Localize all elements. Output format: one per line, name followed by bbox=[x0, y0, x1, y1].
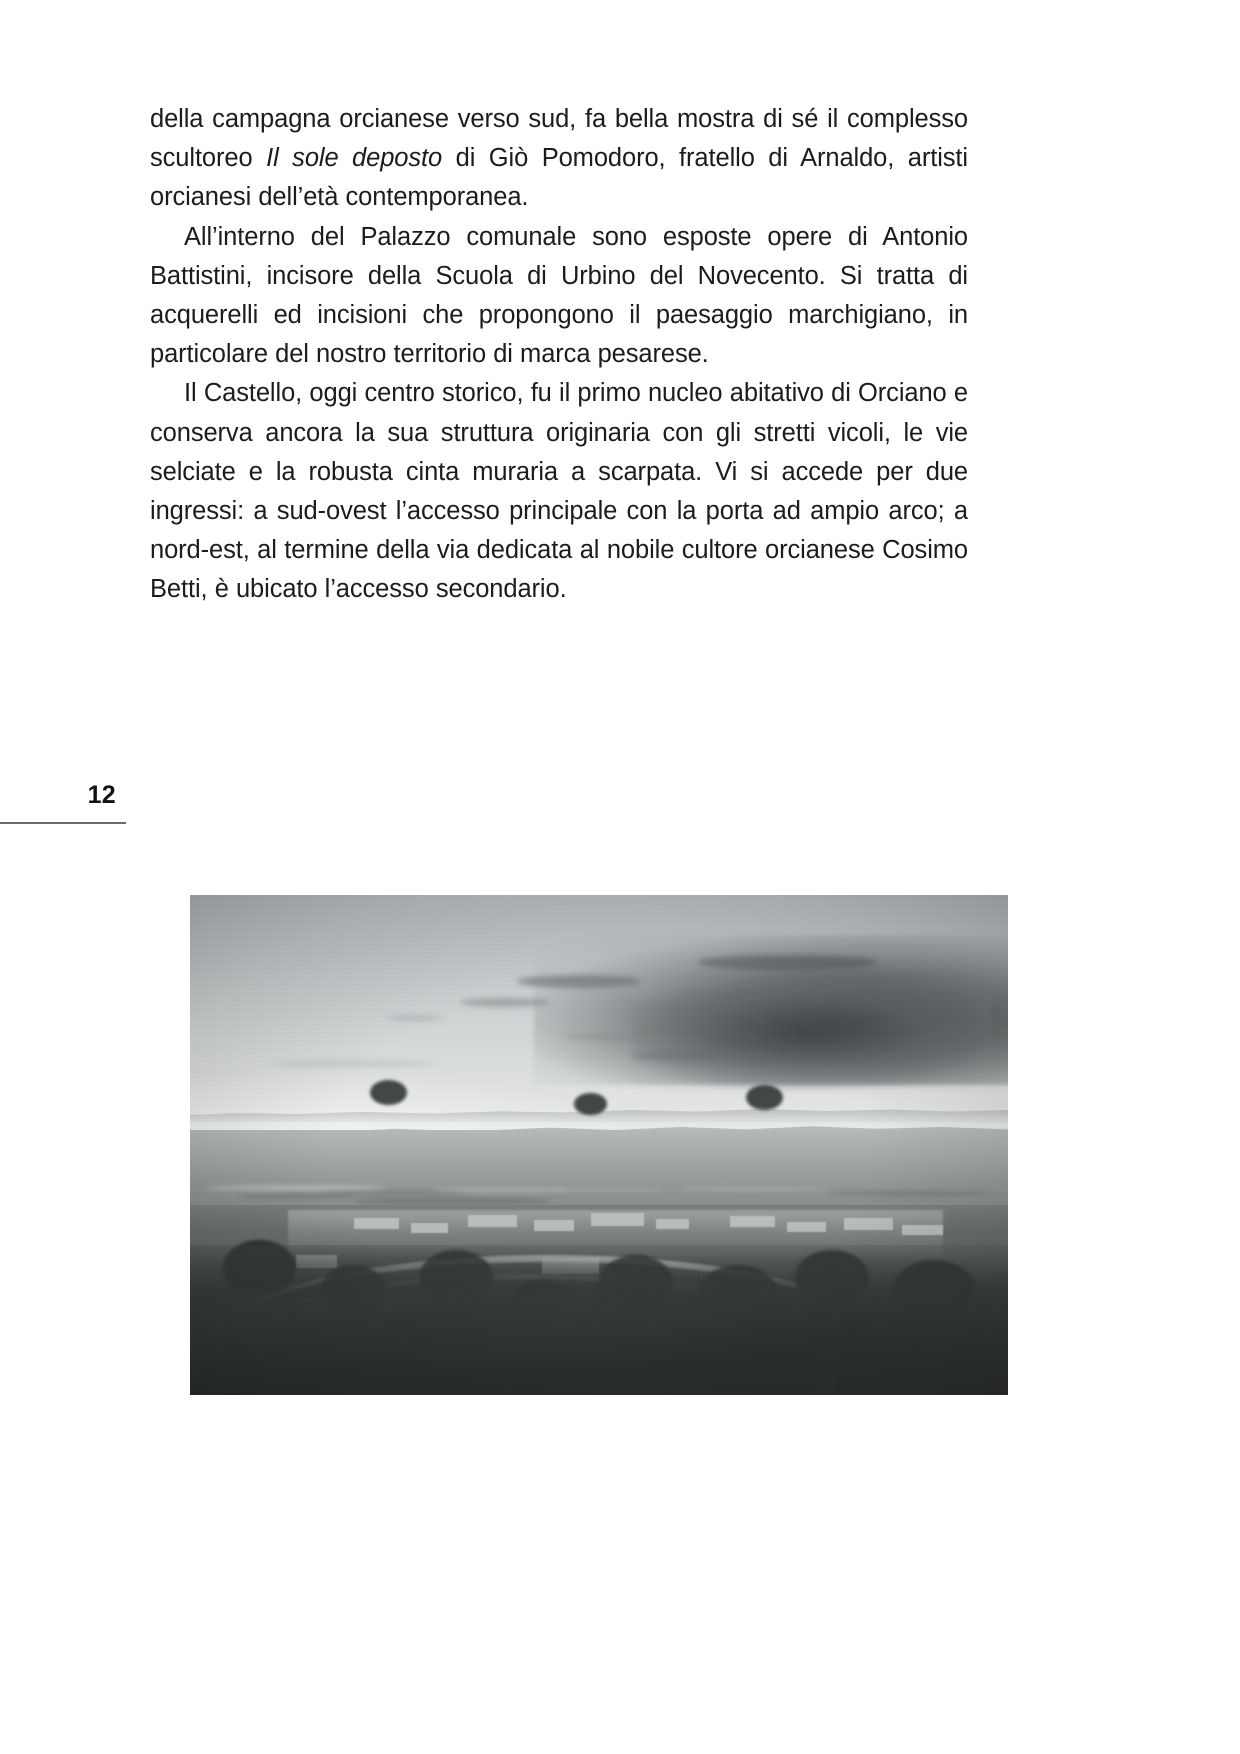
cloud-wisp bbox=[386, 1015, 443, 1021]
tree bbox=[574, 1093, 607, 1116]
paragraph-1-segment-1: della campagna orcianese verso sud, fa bella mostra di sé il complesso scultoreo bbox=[150, 105, 968, 173]
field-patch bbox=[681, 1187, 828, 1191]
book-title-italic: Il sole deposto bbox=[266, 144, 443, 173]
paragraph-3: Il Castello, oggi centro storico, fu il primo nucleo abitativo di Orciano e conserva ancora la sua struttura originaria con gli stretti vicoli, le vie selciate e la robusta cinta muraria a scarpata. Vi si accede per due ingressi: a sud-ovest l’accesso principale con la porta ad ampio arco; a nord-est, al termine della via dedicata al nobile cultore orcianese Cosimo Betti, è ubicato l’accesso secondario. bbox=[150, 379, 968, 604]
field-patch bbox=[354, 1198, 550, 1204]
folio-block bbox=[0, 780, 126, 824]
cloud-wisp bbox=[632, 1050, 779, 1061]
photograph-figure bbox=[190, 895, 1008, 1395]
paragraph-2: All’interno del Palazzo comunale sono esposte opere di Antonio Battistini, incisore della Scuola di Urbino del Novecento. Si tratta di acquerelli ed incisioni che propongono il paesaggio marchigiano, in particolare del nostro territorio di marca pesarese. bbox=[150, 222, 968, 369]
storm-cloud-secondary bbox=[632, 980, 992, 1090]
folio-divider-rule bbox=[0, 822, 126, 824]
field-patch bbox=[828, 1191, 992, 1197]
body-text-column bbox=[150, 100, 968, 610]
cloud-wisp bbox=[272, 1060, 436, 1067]
field-patch bbox=[239, 1194, 354, 1198]
cloud-wisp bbox=[566, 1033, 672, 1041]
cloud-wisp bbox=[517, 975, 640, 988]
tree bbox=[370, 1080, 407, 1105]
field-patch bbox=[435, 1187, 566, 1191]
paragraph-1-segment-3: di Giò Pomodoro, fratello di Arnaldo, artisti orcianesi dell’età contemporanea. bbox=[150, 144, 968, 212]
field-patch bbox=[550, 1188, 665, 1191]
cloud-wisp bbox=[697, 955, 877, 970]
foreground-tree-canopy bbox=[190, 1245, 1008, 1395]
paragraph-1 bbox=[150, 100, 968, 218]
photograph-scene bbox=[190, 895, 1008, 1395]
cloud-wisp bbox=[460, 998, 550, 1007]
tree bbox=[746, 1085, 783, 1110]
page-number: 12 bbox=[87, 781, 116, 809]
